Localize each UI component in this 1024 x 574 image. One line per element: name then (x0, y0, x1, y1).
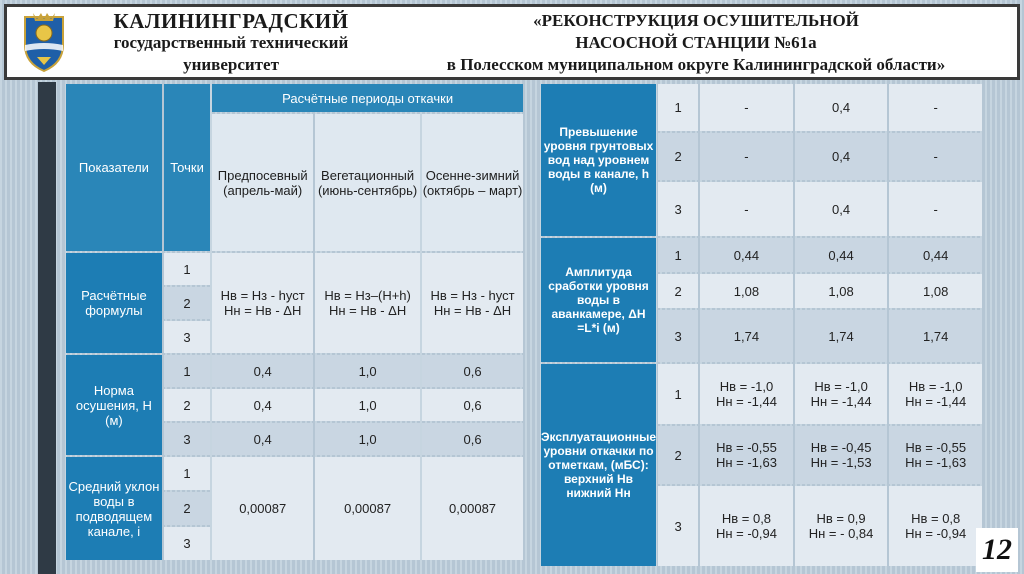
amplitude-cell: 1,74 (795, 310, 888, 362)
amplitude-cell: 1,08 (795, 274, 888, 308)
formula-hv: Нв = Нз - hуст (220, 288, 305, 303)
level-cell (795, 486, 888, 566)
level-cell (889, 364, 982, 424)
project-title-line1: «РЕКОНСТРУКЦИЯ ОСУШИТЕЛЬНОЙ (533, 11, 859, 30)
header-period-vegetation: Вегетационный (июнь-сентябрь) (315, 114, 420, 251)
point-cell: 1 (658, 238, 698, 272)
row-label-amplitude: Амплитуда сработки уровня воды в аванкамере, ΔН =L*i (м) (541, 238, 656, 362)
point-cell: 2 (164, 492, 210, 525)
norm-cell: 0,4 (212, 389, 313, 421)
slope-cell: 0,00087 (212, 457, 313, 560)
university-subtitle: государственный технический (113, 33, 349, 52)
header-points: Точки (164, 84, 210, 251)
norm-cell: 1,0 (315, 423, 420, 455)
norm-cell: 1,0 (315, 389, 420, 421)
excess-cell: - (700, 84, 793, 131)
point-cell: 1 (658, 364, 698, 424)
row-label-formulas: Расчётные формулы (66, 253, 162, 353)
row-label-norm: Норма осушения, Н (м) (66, 355, 162, 455)
level-hn: Нн = -1,44 (905, 394, 967, 409)
formula-cell-vegetation (315, 253, 420, 353)
left-decorative-bar (38, 82, 56, 574)
header-periods: Расчётные периоды откачки (212, 84, 523, 112)
point-cell: 2 (658, 274, 698, 308)
slide-header (4, 4, 1020, 80)
level-hv: Нв = -0,55 (716, 440, 777, 455)
row-label-levels: Эксплуатационные уровни откачки по отметкам, (мБС): верхний Нв нижний Нн (541, 364, 656, 566)
level-hv: Нв = 0,8 (911, 511, 961, 526)
point-cell: 3 (658, 182, 698, 236)
excess-cell: 0,4 (795, 182, 888, 236)
level-hn: Нн = - 0,84 (808, 526, 874, 541)
header-period-winter: Осенне-зимний (октябрь – март) (422, 114, 523, 251)
amplitude-cell: 1,74 (889, 310, 982, 362)
norm-cell: 0,6 (422, 389, 523, 421)
calculation-periods-table (64, 82, 525, 562)
excess-cell: - (889, 133, 982, 180)
level-cell (700, 426, 793, 484)
amplitude-cell: 1,08 (889, 274, 982, 308)
level-hn: Нн = -1,63 (715, 455, 777, 470)
point-cell: 3 (658, 310, 698, 362)
norm-cell: 1,0 (315, 355, 420, 387)
header-indicators: Показатели (66, 84, 162, 251)
level-hn: Нн = -0,94 (715, 526, 777, 541)
header-period-spring: Предпосевный (апрель-май) (212, 114, 313, 251)
level-hv: Нв = -1,0 (719, 379, 774, 394)
excess-cell: - (700, 133, 793, 180)
level-cell (700, 364, 793, 424)
level-cell (795, 364, 888, 424)
row-label-slope: Средний уклон воды в подводящем канале, i (66, 457, 162, 560)
level-hn: Нн = -1,44 (715, 394, 777, 409)
level-hv: Нв = -1,0 (908, 379, 963, 394)
excess-cell: - (700, 182, 793, 236)
point-cell: 3 (658, 486, 698, 566)
slope-cell: 0,00087 (315, 457, 420, 560)
level-hv: Нв = 0,8 (721, 511, 772, 526)
university-name: КАЛИНИНГРАДСКИЙ (113, 9, 349, 33)
excess-cell: - (889, 182, 982, 236)
formula-cell-spring (212, 253, 313, 353)
amplitude-cell: 0,44 (700, 238, 793, 272)
point-cell: 2 (658, 426, 698, 484)
amplitude-cell: 0,44 (889, 238, 982, 272)
level-hn: Нн = -1,63 (905, 455, 967, 470)
row-label-excess: Превышение уровня грунтовых вод над уровнем воды в канале, h (м) (541, 84, 656, 236)
point-cell: 1 (164, 355, 210, 387)
level-hv: Нв = -0,45 (810, 440, 872, 455)
project-title-line3: в Полесском муниципальном округе Калининградской области» (446, 55, 946, 74)
excess-cell: - (889, 84, 982, 131)
point-cell: 2 (164, 287, 210, 319)
university-emblem-icon (19, 11, 69, 75)
formula-hn: Нн = Нв - ΔН (433, 303, 512, 318)
formula-hn: Нн = Нв - ΔН (328, 303, 407, 318)
point-cell: 1 (164, 457, 210, 490)
norm-cell: 0,4 (212, 355, 313, 387)
amplitude-cell: 1,74 (700, 310, 793, 362)
level-hv: Нв = -0,55 (905, 440, 967, 455)
point-cell: 1 (658, 84, 698, 131)
amplitude-cell: 0,44 (795, 238, 888, 272)
level-cell (889, 486, 982, 566)
slope-cell: 0,00087 (422, 457, 523, 560)
pump-levels-table (539, 82, 984, 568)
level-cell (795, 426, 888, 484)
university-subtitle-2: университет (183, 55, 279, 74)
norm-cell: 0,6 (422, 355, 523, 387)
level-cell (700, 486, 793, 566)
level-hv: Нв = -1,0 (814, 379, 868, 394)
point-cell: 3 (164, 423, 210, 455)
point-cell: 3 (164, 527, 210, 560)
level-hn: Нн = -1,53 (810, 455, 872, 470)
formula-cell-winter (422, 253, 523, 353)
point-cell: 2 (658, 133, 698, 180)
excess-cell: 0,4 (795, 133, 888, 180)
level-cell (889, 426, 982, 484)
formula-hv: Нв = Нз–(Н+h) (324, 288, 411, 303)
norm-cell: 0,4 (212, 423, 313, 455)
level-hn: Нн = -1,44 (810, 394, 872, 409)
level-hn: Нн = -0,94 (905, 526, 967, 541)
point-cell: 2 (164, 389, 210, 421)
formula-hv: Нв = Нз - hуст (430, 288, 515, 303)
page-number: 12 (976, 528, 1018, 572)
level-hv: Нв = 0,9 (816, 511, 866, 526)
excess-cell: 0,4 (795, 84, 888, 131)
norm-cell: 0,6 (422, 423, 523, 455)
point-cell: 3 (164, 321, 210, 353)
project-title-line2: НАСОСНОЙ СТАНЦИИ №61а (575, 33, 817, 52)
point-cell: 1 (164, 253, 210, 285)
amplitude-cell: 1,08 (700, 274, 793, 308)
formula-hn: Нн = Нв - ΔН (224, 303, 302, 318)
